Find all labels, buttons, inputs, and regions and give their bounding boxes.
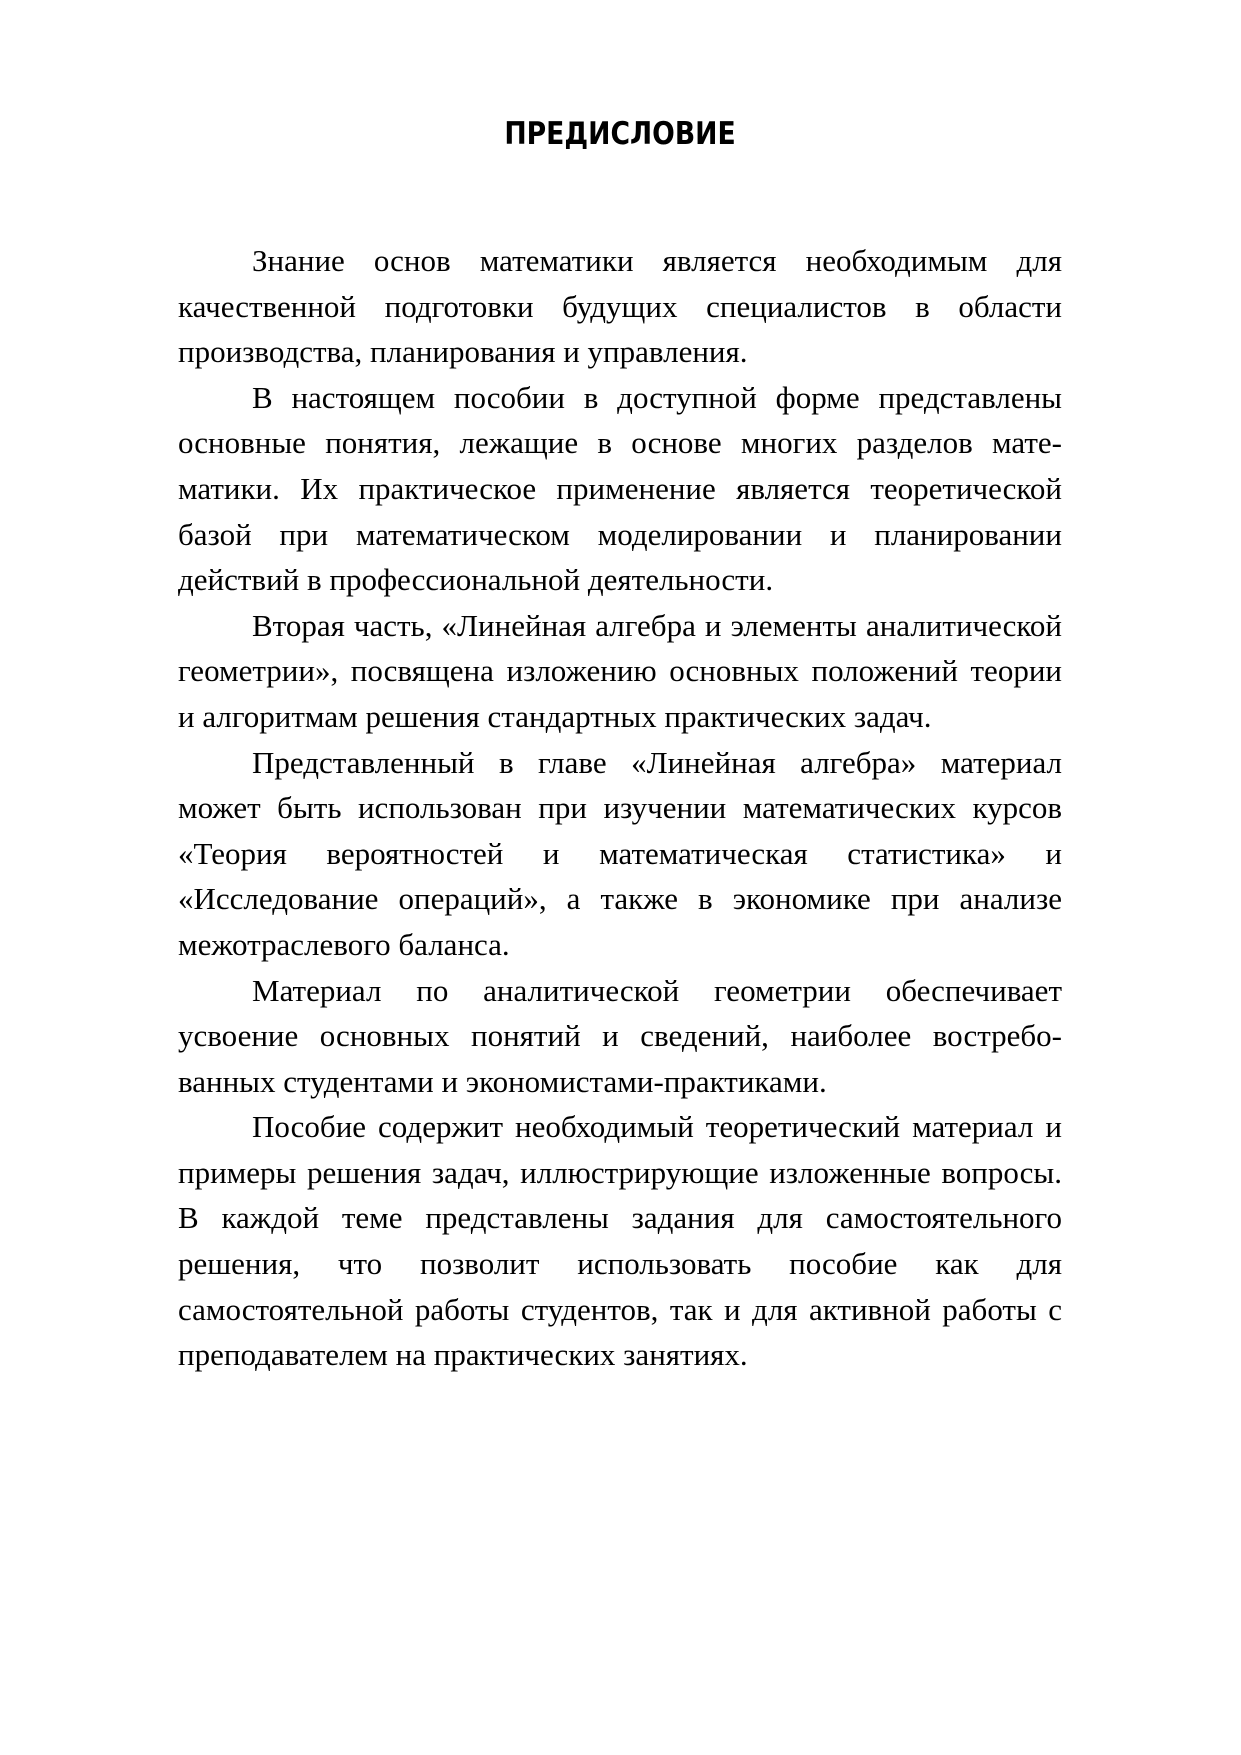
preface-body (178, 238, 1062, 1378)
paragraph: Вторая часть, «Линейная алгебра и элементы аналитической геометрии», посвящена изложению основных положений теории и алгоритмам решения стандартных практических задач. (178, 607, 1062, 734)
page-title: ПРЕДИСЛОВИЕ (504, 116, 736, 152)
paragraph: Материал по аналитической геометрии обеспечивает усвоение основных понятий и сведений, наиболее востребованных студентами и экономистами-практиками. (178, 972, 1062, 1099)
paragraph: Представленный в главе «Линейная алгебра» материал может быть использован при изучении математических курсов «Теория вероятностей и математическая статистика» и «Исследование операций», а также в экономике при анализе межотраслевого баланса. (178, 744, 1062, 962)
paragraph: Знание основ математики является необходимым для качественной подготовки будущих специалистов в области производства, планирования и управления. (178, 243, 1062, 370)
paragraph: В настоящем пособии в доступной форме представлены основные понятия, лежащие в основе многих разделов математики. Их практическое применение является теоретической базой при математическом моделировании и планировании действий в профессиональной деятельности. (178, 379, 1062, 598)
paragraph: Пособие содержит необходимый теоретический материал и примеры решения задач, иллюстрирующие изложенные вопросы. В каждой теме представлены задания для самостоятельного решения, что позволит использовать пособие как для самостоятельной работы студентов, так и для активной работы с преподавателем на практических занятиях. (178, 1109, 1062, 1373)
